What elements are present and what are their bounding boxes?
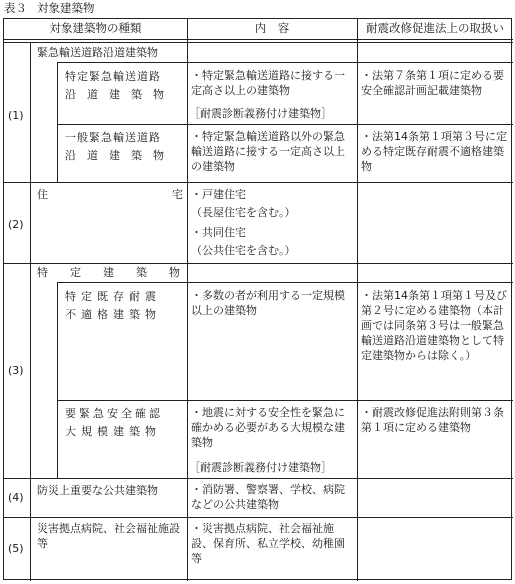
mandatory-note: ［耐震診断義務付け建築物］ [189,107,332,120]
handling-text: ・耐震改修促進法附則第３条第１項に定める建築物 [361,406,504,434]
sub-name-line [65,69,181,84]
content-text: ・地震に対する安全性を緊急に確かめる必要がある大規模な建築物 [191,406,345,449]
category-name: 防災上重要な公共建築物 [37,484,158,497]
mandatory-note: ［耐震診断義務付け建築物］ [189,461,332,474]
handling-text: ・法第７条第１項に定める要安全確認計画記載建築物 [361,69,504,97]
content-column-line [187,19,188,581]
row-divider [4,478,513,479]
sub-name-line: 特定既存耐震 [65,290,161,303]
category-char: 特 [37,266,48,279]
row-divider [4,263,513,264]
sub-name-line: 沿 道 建 築 物 [65,149,164,162]
table-title: 対象建築物 [37,1,95,15]
handling-text: ・法第14条第１項第１号及び第２号に定める建築物（本計画では同条第３号は一般緊急輸送道路沿道建築物として特定建築物からは除く。） [361,289,507,362]
sub-name-line: 大規模建築物 [65,425,161,438]
category-name [37,265,180,280]
table-caption [4,1,95,15]
category-underline [57,282,513,283]
content-text: ・消防署、警察署、学校、病院などの公共建築物 [191,483,345,511]
row-number: (4) [8,491,24,504]
header-content: 内 容 [254,21,290,35]
content-text: ・特定緊急輸送道路に接する一定高さ以上の建築物 [191,69,345,97]
table-number: 表３ [4,1,27,15]
row-divider [4,517,513,518]
sub-name-text: 特定緊急輸送道路 [65,70,161,83]
row-number: (2) [8,218,24,231]
header-type: 対象建築物の種類 [49,21,142,35]
content-text: ・多数の者が利用する一定規模以上の建築物 [191,289,345,317]
category-name-right: 宅 [172,188,183,201]
content-text: ・災害拠点病院、社会福祉施設、保育所、私立学校、幼稚園等 [191,522,345,565]
sub-name-line [57,62,58,183]
category-char: 物 [169,266,180,279]
row-number: (3) [8,364,24,377]
sub-row-divider [57,124,513,125]
handling-text: ・法第14条第１項第３号に定める特定既存耐震不適格建築物 [361,130,507,173]
category-underline [57,62,513,63]
content-text: ・共同住宅 [191,226,246,239]
category-char: 定 [70,266,81,279]
category-char: 建 [103,266,114,279]
row-divider [4,182,513,183]
category-name-left: 住 [37,188,48,201]
category-char: 築 [136,266,147,279]
sub-name-line: 一般緊急輸送道路 [65,131,161,144]
number-column-line [30,43,31,581]
sub-name-line: 不適格建築物 [65,308,161,321]
content-text: （公共住宅を含む。） [191,244,296,257]
sub-name-line: 沿 道 建 築 物 [65,88,164,101]
content-text: ・特定緊急輸送道路以外の緊急輸送道路に接する一定高さ以上の建築物 [191,130,345,173]
handling-column-line [357,19,358,581]
content-text: （長屋住宅を含む。） [191,206,296,219]
sub-name-line: 要緊急安全確認 [65,407,163,420]
target-buildings-table [3,18,512,580]
category-name: 緊急輸送道路沿道建築物 [37,46,158,59]
sub-row-divider [57,400,513,401]
sub-name-line [57,282,58,479]
category-name: 災害拠点病院、社会福祉施設等 [37,522,180,550]
row-number: (1) [8,109,24,122]
content-text: ・戸建住宅 [191,188,246,201]
header-handling: 耐震改修促進法上の取扱い [366,21,504,35]
header-divider [4,39,513,43]
row-number: (5) [8,542,24,555]
